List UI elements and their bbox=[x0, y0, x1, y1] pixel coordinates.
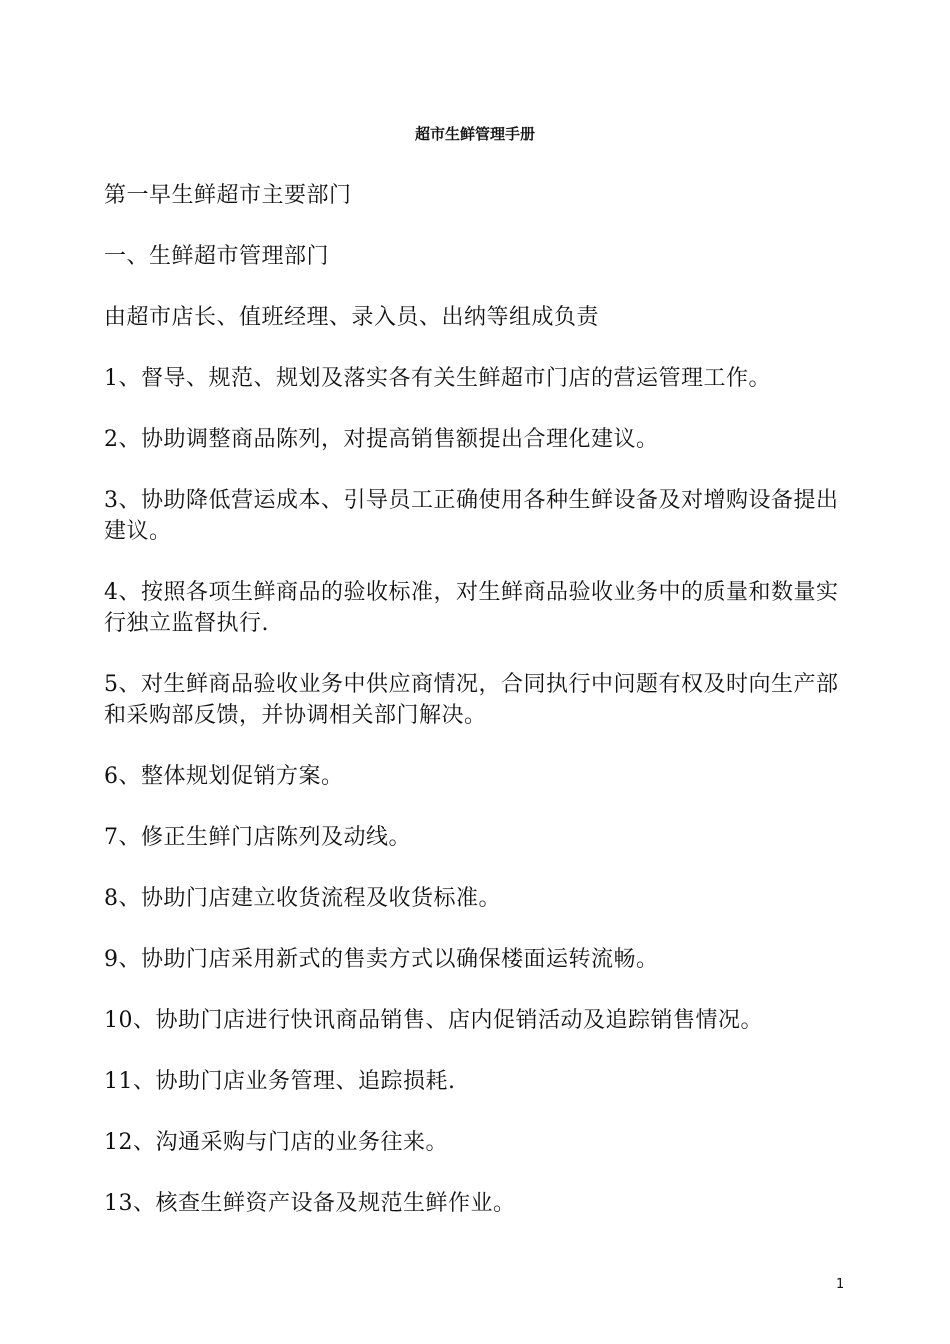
intro-paragraph: 由超市店长、值班经理、录入员、出纳等组成负责 bbox=[104, 305, 600, 330]
list-item: 2、协助调整商品陈列，对提高销售额提出合理化建议。 bbox=[104, 427, 659, 452]
list-item: 7、修正生鲜门店陈列及动线。 bbox=[104, 825, 411, 850]
section-heading: 一、生鲜超市管理部门 bbox=[104, 244, 330, 269]
list-item: 3、协助降低营运成本、引导员工正确使用各种生鲜设备及对增购设备提出建议。 bbox=[104, 488, 839, 544]
list-item: 6、整体规划促销方案。 bbox=[104, 764, 344, 789]
list-item: 9、协助门店采用新式的售卖方式以确保楼面运转流畅。 bbox=[104, 947, 659, 972]
list-item: 13、核查生鲜资产设备及规范生鲜作业。 bbox=[104, 1191, 516, 1216]
page-number: 1 bbox=[836, 1277, 845, 1292]
list-item: 11、协助门店业务管理、追踪损耗. bbox=[104, 1069, 456, 1094]
document-title: 超市生鲜管理手册 bbox=[414, 125, 535, 143]
list-item: 4、按照各项生鲜商品的验收标准，对生鲜商品验收业务中的质量和数量实行独立监督执行. bbox=[104, 580, 839, 636]
document-body bbox=[104, 180, 844, 1249]
list-item: 5、对生鲜商品验收业务中供应商情况，合同执行中问题有权及时向生产部和采购部反馈，并协调相关部门解决。 bbox=[104, 672, 839, 728]
list-item: 1、督导、规范、规划及落实各有关生鲜超市门店的营运管理工作。 bbox=[104, 366, 771, 391]
chapter-heading: 第一早生鲜超市主要部门 bbox=[104, 183, 352, 208]
list-item: 12、沟通采购与门店的业务往来。 bbox=[104, 1130, 448, 1155]
list-item: 8、协助门店建立收货流程及收货标准。 bbox=[104, 886, 501, 911]
list-item: 10、协助门店进行快讯商品销售、店内促销活动及追踪销售情况。 bbox=[104, 1008, 763, 1033]
